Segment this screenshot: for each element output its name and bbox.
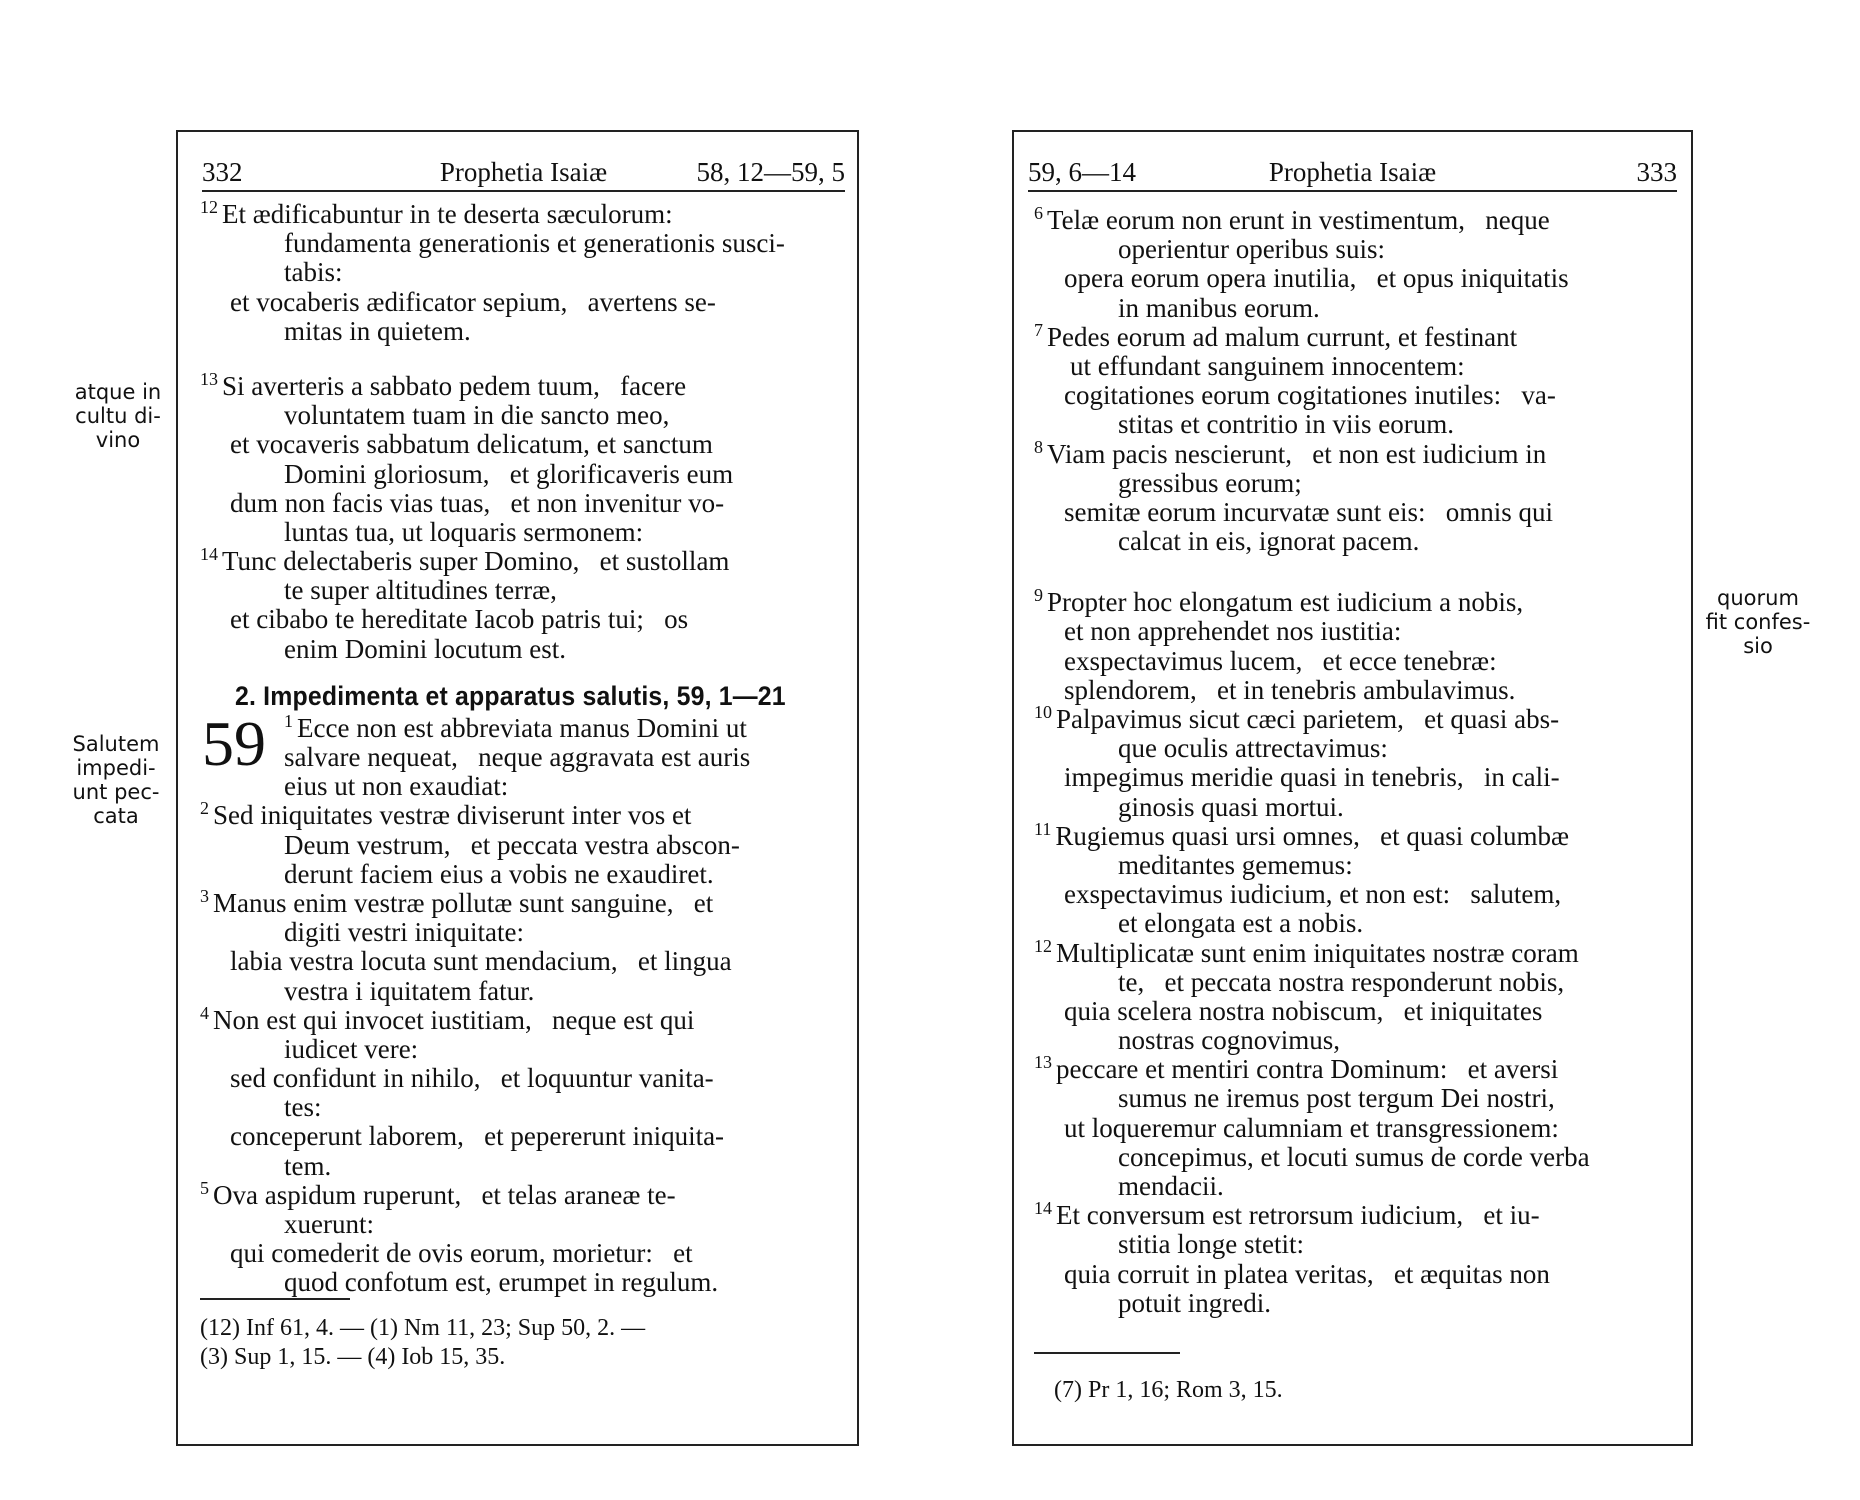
verse-number: 4: [200, 1005, 209, 1023]
verse-number: 7: [1034, 322, 1043, 340]
verse-line: [1034, 909, 1677, 938]
verse-text: stitia longe stetit:: [1118, 1230, 1304, 1260]
verse-text: tes:: [284, 1093, 322, 1123]
verse-line: [200, 401, 845, 430]
running-head: [202, 154, 845, 192]
verse-number: 13: [200, 371, 218, 389]
verse-text: conceperunt laborem, et pepererunt iniquita-: [230, 1122, 725, 1152]
verse-line: [1034, 1260, 1677, 1289]
verse-text: sumus ne iremus post tergum Dei nostri,: [1118, 1084, 1555, 1114]
verse-line: [1034, 1289, 1677, 1318]
verse-text: Propter hoc elongatum est iudicium a nobis,: [1047, 588, 1524, 618]
verse-text: quia corruit in platea veritas, et æquitas non: [1064, 1259, 1550, 1289]
verse-text: Et conversum est retrorsum iudicium, et iu-: [1056, 1201, 1540, 1231]
verse-text: Tunc delectaberis super Domino, et sustollam: [222, 547, 730, 577]
verse-text: te super altitudines terræ,: [284, 576, 557, 606]
verse-text: Multiplicatæ sunt enim iniquitates nostræ coram: [1056, 938, 1579, 968]
verse-line: [200, 317, 845, 346]
verse-number: 5: [200, 1180, 209, 1198]
verse-text: mendacii.: [1118, 1172, 1224, 1201]
verse-block-12: [200, 200, 845, 346]
margin-note-sins: Salutem impedi- unt pec- cata: [72, 732, 160, 828]
verse-line: [200, 576, 845, 605]
verse-line-11: [1034, 822, 1677, 851]
verse-line: [200, 918, 845, 947]
verse-text: concepimus, et locuti sumus de corde verba: [1118, 1142, 1590, 1172]
verse-text: Non est qui invocet iustitiam, neque est qui: [213, 1005, 695, 1035]
verse-line-12: [200, 200, 845, 229]
verse-line: [200, 288, 845, 317]
verse-line: [1034, 880, 1677, 909]
verse-text: quod confotum est, erumpet in regulum.: [284, 1268, 719, 1298]
verse-line: [1034, 527, 1677, 556]
verse-line: [1034, 1230, 1677, 1259]
verse-line: [200, 518, 845, 547]
verse-line: [200, 605, 845, 634]
verse-text: Palpavimus sicut cæci parietem, et quasi abs-: [1056, 705, 1560, 734]
verse-text: tem.: [284, 1151, 332, 1181]
verse-number: 3: [200, 888, 209, 906]
verse-line: [200, 1064, 845, 1093]
verse-text: enim Domini locutum est.: [284, 634, 566, 664]
verse-line: [1034, 1026, 1677, 1055]
verse-text: xuerunt:: [284, 1210, 374, 1239]
verse-line-6: [1034, 206, 1677, 235]
page-number: 333: [1636, 157, 1677, 187]
verse-text: Ova aspidum ruperunt, et telas araneæ te-: [213, 1180, 676, 1210]
verse-line-13: [1034, 1055, 1677, 1084]
verse-text: Et ædificabuntur in te deserta sæculorum:: [222, 200, 673, 229]
footnote-rule: [200, 1298, 350, 1300]
verse-line: [200, 947, 845, 976]
verse-line: [1034, 498, 1677, 527]
verse-number: 14: [200, 547, 218, 565]
verse-text: et vocaberis ædificator sepium, avertens se-: [230, 287, 716, 317]
running-title: Prophetia Isaiæ: [1268, 157, 1437, 187]
verse-text: ut effundant sanguinem innocentem:: [1070, 351, 1465, 381]
verse-text: operientur operibus suis:: [1118, 235, 1385, 265]
verse-number: 13: [1034, 1055, 1052, 1073]
left-page: [176, 130, 859, 1446]
verse-line: [1034, 1084, 1677, 1113]
verse-block-1: [200, 707, 845, 802]
verse-line-13: [200, 372, 845, 401]
page-number: 332: [202, 157, 243, 187]
verse-text: digiti vestri iniquitate:: [284, 918, 524, 948]
verse-number: 6: [1034, 206, 1043, 223]
verse-text: iudicet vere:: [284, 1034, 419, 1064]
verse-line: [200, 635, 845, 664]
verse-text: dum non facis vias tuas, et non invenitur vo-: [230, 488, 725, 518]
verse-text: salvare nequeat, neque aggravata est auris: [284, 743, 751, 772]
verse-text: exspectavimus lucem, et ecce tenebræ:: [1064, 646, 1497, 676]
verse-text: cogitationes eorum cogitationes inutiles: va-: [1064, 381, 1556, 411]
verse-line: [1034, 264, 1677, 293]
verse-line: [200, 1268, 845, 1297]
verse-text: et vocaveris sabbatum delicatum, et sanctum: [230, 430, 713, 460]
verse-line-7: [1034, 323, 1677, 352]
verse-line: [1034, 851, 1677, 880]
verse-text: meditantes gememus:: [1118, 850, 1353, 880]
verse-line: [1034, 294, 1677, 323]
verse-text: labia vestra locuta sunt mendacium, et lingua: [230, 947, 732, 977]
verse-text: sed confidunt in nihilo, et loquuntur vanita-: [230, 1064, 714, 1094]
verse-line-2: [200, 801, 845, 830]
verse-text: et non apprehendet nos iustitia:: [1064, 617, 1402, 647]
verse-line-4: [200, 1006, 845, 1035]
running-title: Prophetia Isaiæ: [439, 157, 608, 187]
verse-line: [200, 258, 845, 287]
verse-text: impegimus meridie quasi in tenebris, in cali-: [1064, 763, 1560, 793]
verse-line: [1034, 1114, 1677, 1143]
right-page: [1012, 130, 1693, 1446]
verse-number: 8: [1034, 439, 1043, 457]
verse-line: [1034, 1143, 1677, 1172]
running-head: [1028, 154, 1677, 192]
verse-line: [1034, 968, 1677, 997]
verse-text: quia scelera nostra nobiscum, et iniquitates: [1064, 996, 1543, 1026]
verse-line: [200, 743, 845, 772]
verse-line: [1034, 676, 1677, 705]
verse-number: 12: [1034, 938, 1052, 956]
verse-line: [200, 977, 845, 1006]
margin-note-worship: atque in cultu di- vino: [74, 380, 162, 452]
verse-text: luntas tua, ut loquaris sermonem:: [284, 517, 644, 547]
verse-text: exspectavimus iudicium, et non est: salutem,: [1064, 880, 1562, 910]
verse-text: Ecce non est abbreviata manus Domini ut: [297, 713, 747, 743]
verse-text: eius ut non exaudiat:: [284, 772, 509, 802]
verse-line: [1034, 469, 1677, 498]
verse-line: [200, 460, 845, 489]
chapter-number: 59: [202, 707, 266, 779]
verse-number: 10: [1034, 705, 1052, 722]
verse-number: 14: [1034, 1201, 1052, 1219]
verse-block-13-14: [200, 372, 845, 664]
verse-line: [1034, 235, 1677, 264]
verse-text: ginosis quasi mortui.: [1118, 792, 1344, 822]
verse-text: fundamenta generationis et generationis susci-: [284, 229, 785, 259]
verse-line: [200, 831, 845, 860]
footnote-line: (7) Pr 1, 16; Rom 3, 15.: [1054, 1377, 1283, 1403]
verse-line-12: [1034, 939, 1677, 968]
chapter-verse-reference: 58, 12—59, 5: [696, 157, 845, 187]
verse-number: 12: [200, 200, 218, 217]
verse-text: opera eorum opera inutilia, et opus iniquitatis: [1064, 264, 1569, 294]
verse-text: Si averteris a sabbato pedem tuum, facere: [222, 371, 687, 401]
verse-text: calcat in eis, ignorat pacem.: [1118, 527, 1420, 557]
verse-line: [200, 1093, 845, 1122]
verse-text: Viam pacis nescierunt, et non est iudicium in: [1047, 439, 1547, 469]
verse-line: [1034, 793, 1677, 822]
verse-line: [200, 1122, 845, 1151]
verse-text: peccare et mentiri contra Dominum: et aversi: [1056, 1055, 1559, 1085]
verse-line: [1034, 763, 1677, 792]
verse-text: vestra i iquitatem fatur.: [284, 976, 535, 1006]
verse-text: te, et peccata nostra responderunt nobis,: [1118, 967, 1565, 997]
verse-text: Sed iniquitates vestræ diviserunt inter vos et: [213, 801, 692, 831]
verse-text: nostras cognovimus,: [1118, 1026, 1340, 1056]
verse-text: ut loqueremur calumniam et transgressionem:: [1064, 1113, 1559, 1143]
verse-line: [200, 1035, 845, 1064]
footnotes: [200, 1298, 845, 1372]
verse-number: 1: [284, 713, 293, 731]
verse-line: [200, 1239, 845, 1268]
chapter-start: [200, 707, 845, 802]
verse-number: 2: [200, 801, 209, 819]
verse-text: mitas in quietem.: [284, 316, 471, 346]
verse-line: [1034, 410, 1677, 439]
verse-text: gressibus eorum;: [1118, 468, 1302, 498]
footnote-rule: [1034, 1352, 1180, 1354]
verse-line-14: [200, 547, 845, 576]
verse-line: [200, 772, 845, 801]
verse-text: voluntatem tuam in die sancto meo,: [284, 401, 670, 431]
verse-text: tabis:: [284, 258, 343, 288]
verse-text: stitas et contritio in viis eorum.: [1118, 410, 1454, 440]
verse-text: derunt faciem eius a vobis ne exaudiret.: [284, 859, 714, 889]
margin-note-confession: quorum fit confes- sio: [1705, 586, 1811, 658]
verse-line: [1034, 647, 1677, 676]
verse-text: et cibabo te hereditate Iacob patris tui; os: [230, 605, 689, 635]
verse-line: [1034, 381, 1677, 410]
body-text: [200, 200, 845, 1298]
verse-block-6-8: [1034, 206, 1677, 556]
verse-text: Deum vestrum, et peccata vestra abscon-: [284, 830, 740, 860]
verse-text: splendorem, et in tenebris ambulavimus.: [1064, 675, 1516, 705]
verse-text: et elongata est a nobis.: [1118, 909, 1364, 939]
verse-line: [200, 430, 845, 459]
verse-line: [1034, 734, 1677, 763]
verse-text: Telæ eorum non erunt in vestimentum, neque: [1047, 206, 1550, 235]
verse-text: semitæ eorum incurvatæ sunt eis: omnis qui: [1064, 497, 1553, 527]
chapter-verse-reference: 59, 6—14: [1028, 157, 1136, 187]
verse-text: Domini gloriosum, et glorificaveris eum: [284, 459, 734, 489]
footnotes: [1034, 1352, 1679, 1405]
verse-text: Pedes eorum ad malum currunt, et festinant: [1047, 322, 1518, 352]
verse-line: [200, 860, 845, 889]
verse-text: que oculis attrectavimus:: [1118, 734, 1388, 764]
verse-block-2-5: [200, 801, 845, 1297]
verse-block-9-14: [1034, 588, 1677, 1318]
verse-line: [1034, 997, 1677, 1026]
footnote-line: (3) Sup 1, 15. — (4) Iob 15, 35.: [200, 1344, 506, 1370]
verse-line: [1034, 1172, 1677, 1201]
verse-text: Rugiemus quasi ursi omnes, et quasi columbæ: [1055, 821, 1570, 851]
verse-line-10: [1034, 705, 1677, 734]
verse-text: qui comederit de ovis eorum, morietur: et: [230, 1239, 693, 1269]
verse-line: [1034, 352, 1677, 381]
verse-line: [200, 1210, 845, 1239]
verse-line: [200, 489, 845, 518]
verse-line: [1034, 617, 1677, 646]
verse-line-1: [200, 714, 845, 743]
verse-line: [200, 229, 845, 258]
verse-line-5: [200, 1181, 845, 1210]
verse-text: potuit ingredi.: [1118, 1288, 1271, 1318]
verse-line-9: [1034, 588, 1677, 617]
body-text: [1034, 206, 1677, 1318]
verse-line-14: [1034, 1201, 1677, 1230]
verse-text: Manus enim vestræ pollutæ sunt sanguine, et: [213, 888, 714, 918]
verse-line: [200, 1152, 845, 1181]
verse-text: in manibus eorum.: [1118, 293, 1320, 323]
section-heading: 2. Impedimenta et apparatus salutis, 59, 1—21: [234, 680, 786, 711]
verse-line-3: [200, 889, 845, 918]
footnote-line: (12) Inf 61, 4. — (1) Nm 11, 23; Sup 50, 2. —: [200, 1315, 646, 1341]
verse-line-8: [1034, 440, 1677, 469]
verse-number: 11: [1034, 821, 1052, 839]
verse-number: 9: [1034, 588, 1043, 606]
